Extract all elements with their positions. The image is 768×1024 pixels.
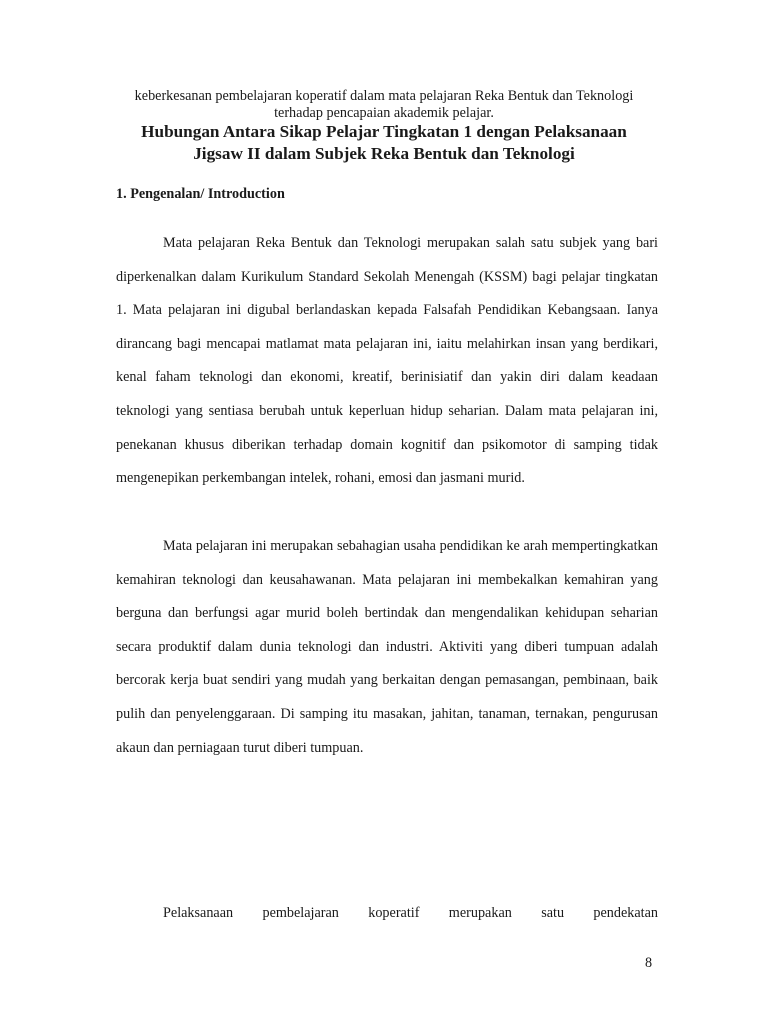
title-line-2: Jigsaw II dalam Subjek Reka Bentuk dan Teknologi xyxy=(193,144,575,163)
page-number: 8 xyxy=(645,955,653,971)
document-title xyxy=(110,121,658,165)
paragraph-2: Mata pelajaran ini merupakan sebahagian usaha pendidikan ke arah mempertingkatkan kemahiran teknologi dan keusahawanan. Mata pelajaran ini membekalkan kemahiran yang berguna dan berfungsi agar murid boleh bertindak dan mengendalikan kehidupan seharian secara produktif dalam dunia teknologi dan industri. Aktiviti yang diberi tumpuan adalah bercorak kerja buat sendiri yang mudah yang berkaitan dengan pemasangan, pembinaan, baik pulih dan penyelenggaraan. Di samping itu masakan, jahitan, tanaman, ternakan, pengurusan akaun dan perniagaan turut diberi tumpuan. xyxy=(116,538,658,756)
paragraph-1: Mata pelajaran Reka Bentuk dan Teknologi merupakan salah satu subjek yang bari diperkenalkan dalam Kurikulum Standard Sekolah Menengah (KSSM) bagi pelajar tingkatan 1. Mata pelajaran ini digubal berlandaskan kepada Falsafah Pendidikan Kebangsaan. Ianya dirancang bagi mencapai matlamat mata pelajaran ini, iaitu melahirkan insan yang berdikari, kenal faham teknologi dan ekonomi, kreatif, berinisiatif dan yakin diri dalam keadaan teknologi yang sentiasa berubah untuk keperluan hidup seharian. Dalam mata pelajaran ini, penekanan khusus diberikan terhadap domain kognitif dan psikomotor di samping tidak mengenepikan perkembangan intelek, rohani, emosi dan jasmani murid. xyxy=(116,235,658,487)
preamble-text: keberkesanan pembelajaran koperatif dalam mata pelajaran Reka Bentuk dan Teknologi terhadap pencapaian akademik pelajar. xyxy=(134,88,634,121)
paragraph-3: Pelaksanaan pembelajaran koperatif merupakan satu pendekatan xyxy=(163,905,658,921)
title-line-1: Hubungan Antara Sikap Pelajar Tingkatan 1 dengan Pelaksanaan xyxy=(141,122,627,141)
section-heading: 1. Pengenalan/ Introduction xyxy=(116,186,285,202)
